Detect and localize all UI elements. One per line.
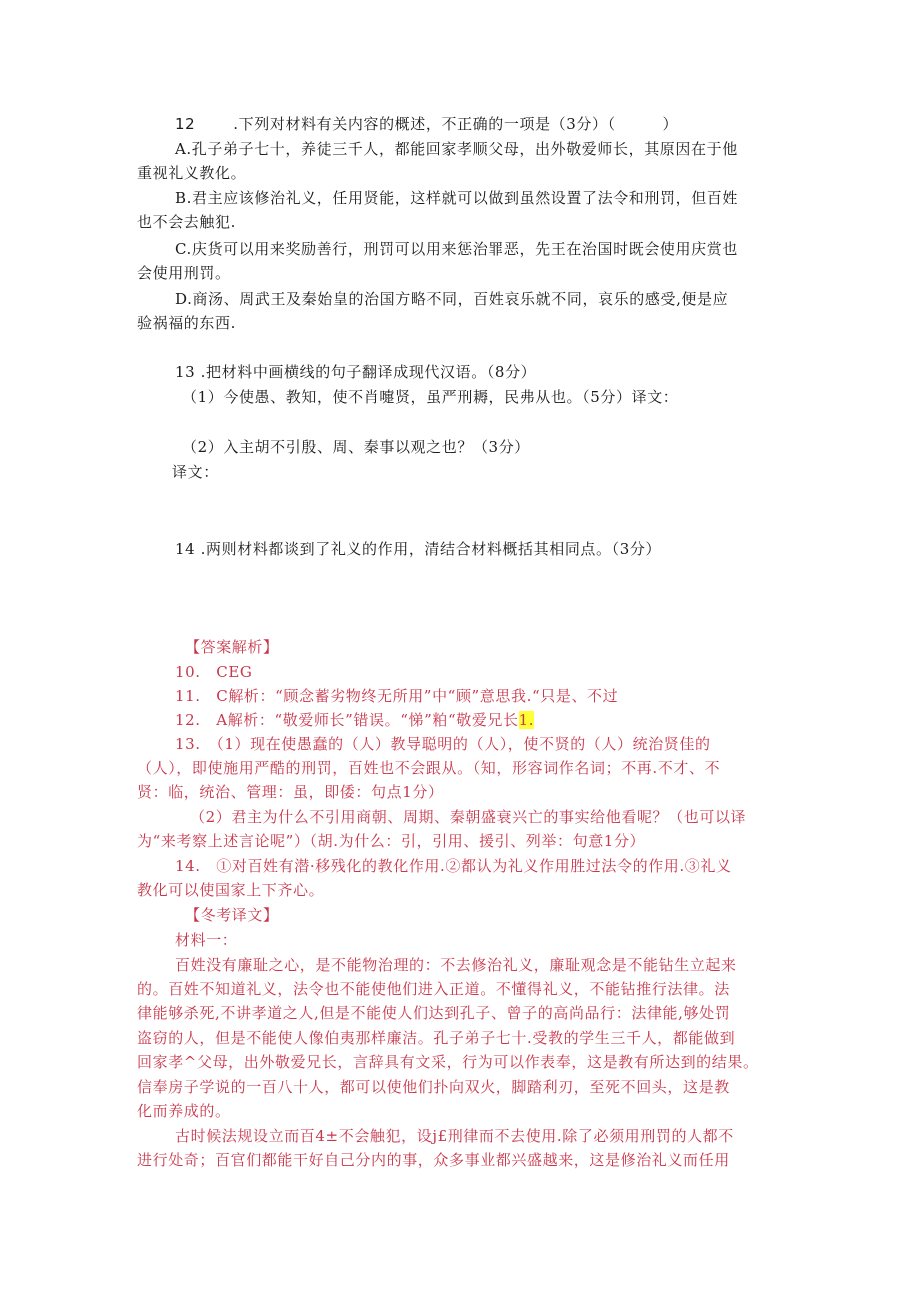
- answer-13-1-line2: （人），即使施用严酷的刑罚，百姓也不会跟从。（知，形容词作名词；不再.不才、不: [137, 759, 721, 777]
- q12-option-d-line2: 验祸福的东西.: [137, 314, 236, 332]
- answer-12-highlight: 1.: [518, 711, 535, 729]
- translation-line-8: 古时候法规设立而百4±不会触犯，设j£刑律而不去使用.除了必须用刑罚的人都不: [175, 1127, 734, 1145]
- answer-12-text: 12. A解析：“敬爱师长”错误。“悌”粕“敬爱兄长: [175, 711, 519, 729]
- answer-11: 11. C解析：“顾念蓄劣物终无所用”中“顾”意思我.“只是、不过: [175, 687, 619, 705]
- translation-header: 【冬考译文】: [185, 906, 279, 924]
- q13-part1: （1）今使愚、教知，使不肖嚏贤，虽严刑耨，民弗从也。（5分）译文：: [182, 388, 679, 406]
- answer-14-line2: 教化可以使国家上下齐心。: [137, 881, 325, 899]
- q12-option-c-line1: C.庆货可以用来奖励善行，刑罚可以用来惩治罪恶，先王在治国时既会使用庆赏也: [175, 240, 738, 258]
- q12-stem: [175, 113, 678, 135]
- q12-option-c-line2: 会使用刑罚。: [137, 264, 231, 282]
- q13-part2: （2）入主胡不引殷、周、秦事以观之也？（3分）: [182, 438, 530, 456]
- q14-stem: 14 .两则材料都谈到了礼义的作用，清结合材料概括其相同点。（3分）: [175, 540, 662, 558]
- answers-header: 【答案解析】: [185, 638, 279, 656]
- translation-line-5: 回家孝^父母，出外敬爱兄长，言辞具有文采，行为可以作表奉，这是教有所达到的结果。: [137, 1053, 759, 1071]
- translation-line-1: 百姓没有廉耻之心，是不能物治理的：不去修治礼义，廉耻观念是不能钻生立起来: [175, 956, 737, 974]
- q13-stem: 13 .把材料中画横线的句子翻译成现代汉语。（8分）: [175, 363, 537, 381]
- q13-translation-label: 译文：: [172, 463, 219, 481]
- material-one-title: 材料一：: [175, 931, 238, 949]
- answer-14-line1: 14. ①对百姓有潜·移残化的教化作用.②都认为礼义作用胜过法令的作用.③礼义: [175, 857, 732, 875]
- q12-stem-text: .下列对材料有关内容的概述，不正确的一项是（3分）（ ）: [233, 115, 679, 133]
- q12-option-b-line2: 也不会去触犯.: [137, 213, 236, 231]
- answer-13-2-line1: （2）君主为什么不引用商朝、周期、秦朝盛衰兴亡的事实给他看呢？（也可以译: [190, 808, 747, 826]
- translation-line-6: 信奉房子学说的一百八十人，都可以使他们扑向双火，脚踏利刃，至死不回头，这是教: [137, 1078, 730, 1096]
- q12-option-b-line1: B.君主应该修治礼义，任用贤能，这样就可以做到虽然设置了法令和刑罚，但百姓: [175, 189, 738, 207]
- q12-option-d-line1: D.商汤、周武王及秦始皇的治国方略不同，百姓哀乐就不同，哀乐的感受,便是应: [175, 290, 729, 308]
- answer-13-1-line1: 13. （1）现在使愚蠢的（人）教导聪明的（人），使不贤的（人）统治贤佳的: [175, 735, 711, 753]
- q12-number: 12: [175, 115, 196, 133]
- answer-12: [175, 709, 534, 731]
- answer-10: 10. CEG: [175, 663, 253, 681]
- translation-line-3: 律能够杀死,不讲孝道之人,但是不能使人们达到孔子、曾子的高尚品行：法律能,够处罚: [137, 1004, 731, 1022]
- translation-line-7: 化而养成的。: [137, 1102, 231, 1120]
- translation-line-4: 盗窃的人，但是不能使人像伯夷那样廉洁。孔子弟子七十.受教的学生三千人，都能做到: [137, 1029, 736, 1047]
- q12-option-a-line1: A.孔子弟子七十，养徒三千人，都能回家孝顺父母，出外敬爱师长，其原因在于他: [175, 140, 738, 158]
- q12-option-a-line2: 重视礼义教化。: [137, 164, 247, 182]
- answer-13-2-line2: 为“来考察上述言论呢”）（胡.为什么：引，引用、援引、列举：句意1分）: [137, 832, 646, 850]
- answer-13-1-line3: 贤：临，统治、管理：虽，即倭：句点1分）: [137, 783, 444, 801]
- translation-line-2: 的。百姓不知道礼义，法令也不能使他们进入正道。不懂得礼义，不能钻推行法律。法: [137, 980, 730, 998]
- translation-line-9: 进行处奇；百官们都能干好自己分内的事，众多事业都兴盛越来，这是修治礼义而任用: [137, 1151, 730, 1169]
